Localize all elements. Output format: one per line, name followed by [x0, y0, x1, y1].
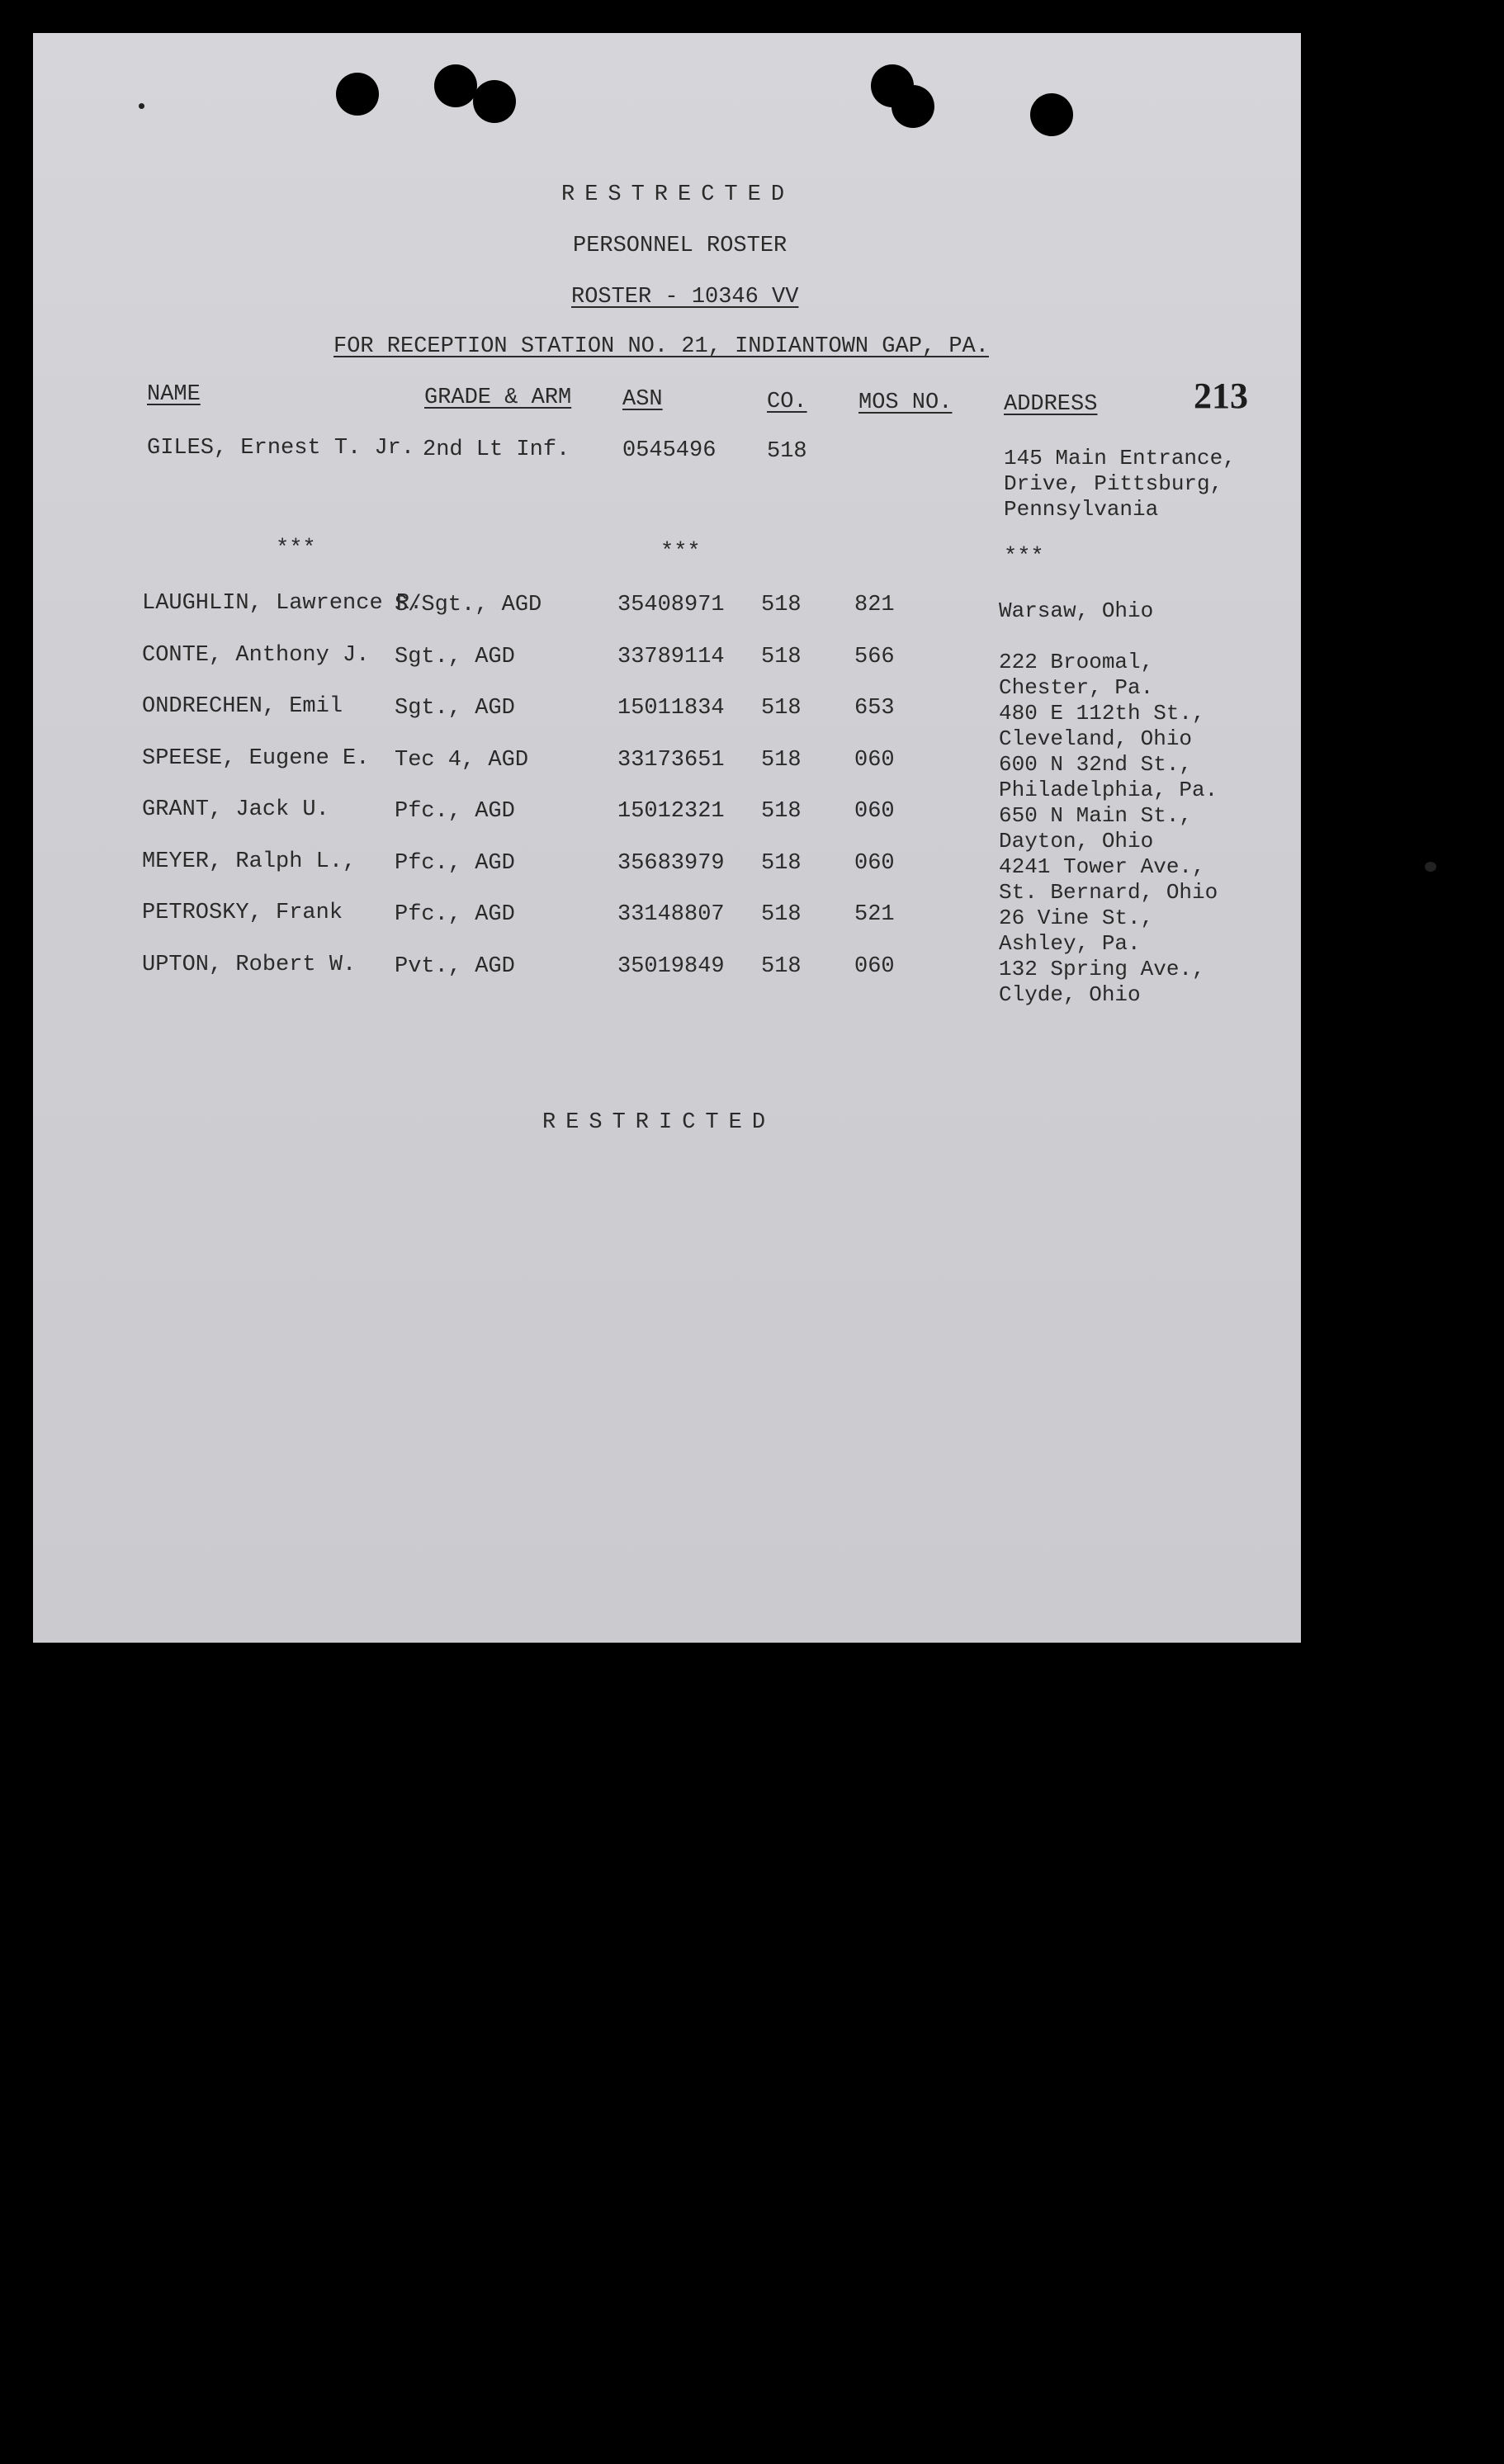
separator-asn: *** — [660, 540, 701, 565]
row-name: SPEESE, Eugene E. — [142, 746, 370, 771]
dust-speck — [1425, 862, 1436, 872]
officer-address: 145 Main Entrance, Drive, Pittsburg, Pennsylvania — [1004, 446, 1236, 522]
dust-speck — [139, 103, 144, 109]
row-grade: Pfc., AGD — [395, 851, 515, 876]
document-page — [33, 33, 1301, 1643]
column-header-mos: MOS NO. — [858, 390, 953, 415]
row-grade: Tec 4, AGD — [395, 748, 529, 773]
row-asn: 33148807 — [617, 902, 725, 927]
row-mos: 653 — [854, 696, 895, 721]
column-header-grade: GRADE & ARM — [424, 385, 572, 410]
row-asn: 35019849 — [617, 954, 725, 979]
row-co: 518 — [761, 593, 802, 617]
row-name: GRANT, Jack U. — [142, 797, 329, 822]
column-header-address: ADDRESS — [1004, 392, 1098, 417]
officer-name: GILES, Ernest T. Jr. — [147, 436, 415, 461]
officer-co: 518 — [767, 439, 807, 464]
row-asn: 35683979 — [617, 851, 725, 876]
row-name: MEYER, Ralph L., — [142, 849, 357, 874]
row-co: 518 — [761, 748, 802, 773]
column-header-co: CO. — [767, 390, 807, 414]
address-column: Warsaw, Ohio 222 Broomal, Chester, Pa. 480 E 112th St., Cleveland, Ohio 600 N 32nd St., Philadelphia, Pa. 650 N Main St., Dayton, Ohio 4241 Tower Ave., St. Bernard, Ohio 26 Vine St., Ashley, Pa. 132 Spring Ave., Clyde, Ohio — [999, 598, 1218, 1007]
classification-bottom: RESTRICTED — [542, 1110, 776, 1135]
row-name: LAUGHLIN, Lawrence R. — [142, 591, 423, 616]
punch-hole — [336, 73, 379, 116]
row-grade: Pfc., AGD — [395, 799, 515, 824]
punch-hole — [473, 80, 516, 123]
separator-address: *** — [1004, 545, 1044, 570]
row-name: UPTON, Robert W. — [142, 953, 357, 977]
row-grade: Sgt., AGD — [395, 696, 515, 721]
row-mos: 566 — [854, 645, 895, 669]
row-co: 518 — [761, 645, 802, 669]
row-mos: 821 — [854, 593, 895, 617]
row-asn: 15011834 — [617, 696, 725, 721]
row-asn: 33789114 — [617, 645, 725, 669]
row-grade: Pfc., AGD — [395, 902, 515, 927]
row-mos: 060 — [854, 799, 895, 824]
row-name: PETROSKY, Frank — [142, 901, 343, 925]
roster-title: PERSONNEL ROSTER — [573, 234, 787, 258]
row-co: 518 — [761, 902, 802, 927]
row-mos: 060 — [854, 954, 895, 979]
punch-hole — [1030, 93, 1073, 136]
officer-asn: 0545496 — [622, 438, 717, 463]
row-co: 518 — [761, 954, 802, 979]
column-header-name: NAME — [147, 382, 201, 407]
row-mos: 060 — [854, 851, 895, 876]
row-name: ONDRECHEN, Emil — [142, 694, 343, 719]
punch-hole — [892, 85, 934, 128]
row-co: 518 — [761, 799, 802, 824]
page-number: 213 — [1194, 376, 1248, 416]
punch-hole — [434, 64, 477, 107]
station-line: FOR RECEPTION STATION NO. 21, INDIANTOWN GAP, PA. — [333, 334, 989, 359]
separator-name: *** — [276, 537, 316, 561]
officer-grade: 2nd Lt Inf. — [423, 437, 570, 462]
row-mos: 060 — [854, 748, 895, 773]
row-name: CONTE, Anthony J. — [142, 643, 370, 668]
column-header-asn: ASN — [622, 387, 663, 412]
row-grade: Sgt., AGD — [395, 645, 515, 669]
row-grade: Pvt., AGD — [395, 954, 515, 979]
row-asn: 33173651 — [617, 748, 725, 773]
row-co: 518 — [761, 851, 802, 876]
row-mos: 521 — [854, 902, 895, 927]
classification-top: RESTRECTED — [561, 182, 795, 207]
row-asn: 15012321 — [617, 799, 725, 824]
row-grade: S/Sgt., AGD — [395, 593, 542, 617]
roster-number: ROSTER - 10346 VV — [571, 285, 799, 310]
row-co: 518 — [761, 696, 802, 721]
row-asn: 35408971 — [617, 593, 725, 617]
